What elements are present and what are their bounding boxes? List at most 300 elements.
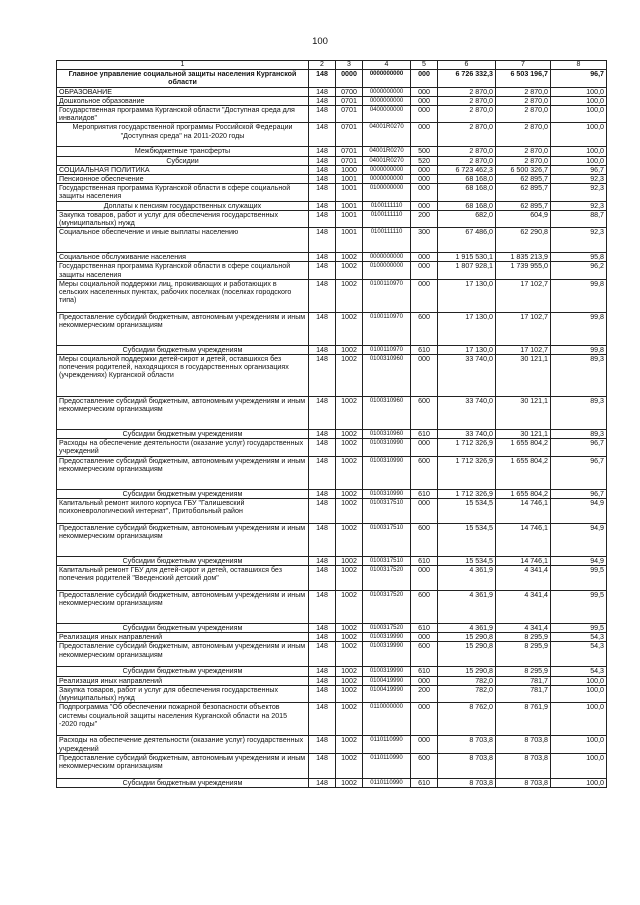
plan-amount: 15 290,8 xyxy=(438,642,496,667)
execution-percent: 99,5 xyxy=(551,591,607,624)
plan-amount: 68 168,0 xyxy=(438,184,496,201)
expense-type: 610 xyxy=(411,624,438,633)
target-article: 0000000000 xyxy=(363,175,411,184)
execution-percent: 94,9 xyxy=(551,498,607,523)
row-label: Субсидии бюджетным учреждениям xyxy=(57,489,309,498)
execution-percent: 54,3 xyxy=(551,642,607,667)
row-label: Субсидии бюджетным учреждениям xyxy=(57,778,309,787)
admin-code: 148 xyxy=(309,87,336,96)
expense-type: 300 xyxy=(411,228,438,253)
execution-percent: 94,9 xyxy=(551,523,607,556)
execution-percent: 54,3 xyxy=(551,667,607,676)
execution-percent: 99,8 xyxy=(551,345,607,354)
target-article: 0100317510 xyxy=(363,556,411,565)
admin-code: 148 xyxy=(309,676,336,685)
actual-amount: 6 503 196,7 xyxy=(496,70,551,87)
actual-amount: 62 895,7 xyxy=(496,201,551,210)
table-row xyxy=(57,566,607,591)
table-row xyxy=(57,228,607,253)
admin-code: 148 xyxy=(309,96,336,105)
plan-amount: 67 486,0 xyxy=(438,228,496,253)
column-number: 5 xyxy=(411,61,438,70)
expense-type: 000 xyxy=(411,566,438,591)
row-label: Субсидии бюджетным учреждениям xyxy=(57,556,309,565)
execution-percent: 99,5 xyxy=(551,624,607,633)
plan-amount: 1 807 928,1 xyxy=(438,262,496,279)
row-label: Предоставление субсидий бюджетным, автономным учреждениям и иным некоммерческим организациям xyxy=(57,642,309,667)
row-label: Капитальный ремонт жилого корпуса ГБУ "Галишевский психоневрологический интернат", Притобольный район xyxy=(57,498,309,523)
admin-code: 148 xyxy=(309,210,336,227)
actual-amount: 62 290,8 xyxy=(496,228,551,253)
plan-amount: 6 726 332,3 xyxy=(438,70,496,87)
expense-type: 000 xyxy=(411,498,438,523)
row-label: Субсидии бюджетным учреждениям xyxy=(57,345,309,354)
table-row xyxy=(57,556,607,565)
expense-type: 000 xyxy=(411,279,438,312)
execution-percent: 89,3 xyxy=(551,430,607,439)
table-row xyxy=(57,397,607,430)
section-code: 1001 xyxy=(336,175,363,184)
admin-code: 148 xyxy=(309,397,336,430)
section-code: 1000 xyxy=(336,165,363,174)
row-label: Дошкольное образование xyxy=(57,96,309,105)
expense-type: 610 xyxy=(411,556,438,565)
target-article: 0100000000 xyxy=(363,262,411,279)
table-row xyxy=(57,279,607,312)
admin-code: 148 xyxy=(309,156,336,165)
row-label: Закупка товаров, работ и услуг для обеспечения государственных (муниципальных) нужд xyxy=(57,685,309,702)
plan-amount: 2 870,0 xyxy=(438,123,496,147)
actual-amount: 62 895,7 xyxy=(496,184,551,201)
row-label: Предоставление субсидий бюджетным, автономным учреждениям и иным некоммерческим организациям xyxy=(57,753,309,778)
actual-amount: 1 655 804,2 xyxy=(496,456,551,489)
plan-amount: 15 534,5 xyxy=(438,556,496,565)
target-article: 0100319990 xyxy=(363,642,411,667)
actual-amount: 14 746,1 xyxy=(496,556,551,565)
admin-code: 148 xyxy=(309,642,336,667)
target-article: 0000000000 xyxy=(363,96,411,105)
table-row xyxy=(57,87,607,96)
section-code: 0701 xyxy=(336,123,363,147)
section-code: 1002 xyxy=(336,685,363,702)
execution-percent: 100,0 xyxy=(551,778,607,787)
target-article: 0100310960 xyxy=(363,355,411,397)
table-row xyxy=(57,703,607,736)
expense-type: 000 xyxy=(411,184,438,201)
row-label: Субсидии xyxy=(57,156,309,165)
execution-percent: 88,7 xyxy=(551,210,607,227)
target-article: 04001R0270 xyxy=(363,147,411,156)
row-label: Меры социальной поддержки лиц, проживающих и работающих в сельских населенных пунктах, рабочих поселках (поселках городского типа) xyxy=(57,279,309,312)
expense-type: 600 xyxy=(411,312,438,345)
execution-percent: 96,7 xyxy=(551,456,607,489)
execution-percent: 100,0 xyxy=(551,156,607,165)
actual-amount: 14 746,1 xyxy=(496,498,551,523)
target-article: 0100310990 xyxy=(363,456,411,489)
admin-code: 148 xyxy=(309,165,336,174)
target-article: 0100317520 xyxy=(363,566,411,591)
plan-amount: 15 534,5 xyxy=(438,498,496,523)
target-article: 0100319990 xyxy=(363,667,411,676)
row-label: Подпрограмма "Об обеспечении пожарной безопасности объектов системы социальной защиты населения Курганской области на 2015 -2020 годы" xyxy=(57,703,309,736)
expense-type: 600 xyxy=(411,591,438,624)
section-code: 1002 xyxy=(336,312,363,345)
target-article: 0100317510 xyxy=(363,498,411,523)
actual-amount: 1 655 804,2 xyxy=(496,439,551,456)
execution-percent: 99,5 xyxy=(551,566,607,591)
plan-amount: 8 762,0 xyxy=(438,703,496,736)
actual-amount: 17 102,7 xyxy=(496,279,551,312)
execution-percent: 100,0 xyxy=(551,753,607,778)
expense-type: 000 xyxy=(411,96,438,105)
target-article: 0110000000 xyxy=(363,703,411,736)
admin-code: 148 xyxy=(309,498,336,523)
table-row xyxy=(57,523,607,556)
row-label: Капитальный ремонт ГБУ для детей-сирот и детей, оставшихся без попечения родителей "Введенский детский дом" xyxy=(57,566,309,591)
target-article: 0100317510 xyxy=(363,523,411,556)
target-article: 0110110990 xyxy=(363,753,411,778)
section-code: 1002 xyxy=(336,624,363,633)
plan-amount: 15 290,8 xyxy=(438,633,496,642)
target-article: 0100111110 xyxy=(363,210,411,227)
row-label: Предоставление субсидий бюджетным, автономным учреждениям и иным некоммерческим организациям xyxy=(57,591,309,624)
actual-amount: 2 870,0 xyxy=(496,123,551,147)
actual-amount: 8 295,9 xyxy=(496,633,551,642)
row-label: СОЦИАЛЬНАЯ ПОЛИТИКА xyxy=(57,165,309,174)
expense-type: 000 xyxy=(411,253,438,262)
admin-code: 148 xyxy=(309,685,336,702)
execution-percent: 100,0 xyxy=(551,96,607,105)
actual-amount: 2 870,0 xyxy=(496,96,551,105)
execution-percent: 92,3 xyxy=(551,184,607,201)
admin-code: 148 xyxy=(309,184,336,201)
table-row xyxy=(57,175,607,184)
target-article: 0000000000 xyxy=(363,253,411,262)
admin-code: 148 xyxy=(309,633,336,642)
row-label: Главное управление социальной защиты населения Курганской области xyxy=(57,70,309,87)
execution-percent: 96,7 xyxy=(551,439,607,456)
actual-amount: 1 655 804,2 xyxy=(496,489,551,498)
target-article: 0000000000 xyxy=(363,87,411,96)
row-label: ОБРАЗОВАНИЕ xyxy=(57,87,309,96)
actual-amount: 62 895,7 xyxy=(496,175,551,184)
section-code: 1002 xyxy=(336,345,363,354)
admin-code: 148 xyxy=(309,489,336,498)
table-row xyxy=(57,439,607,456)
table-row xyxy=(57,312,607,345)
section-code: 1002 xyxy=(336,753,363,778)
section-code: 1002 xyxy=(336,566,363,591)
table-row xyxy=(57,70,607,87)
plan-amount: 4 361,9 xyxy=(438,591,496,624)
table-row xyxy=(57,591,607,624)
section-code: 1001 xyxy=(336,184,363,201)
row-label: Меры социальной поддержки детей-сирот и детей, оставшихся без попечения родителей, находящихся в государственных организациях (учреждениях) Курганской области xyxy=(57,355,309,397)
plan-amount: 8 703,8 xyxy=(438,736,496,753)
target-article: 04001R0270 xyxy=(363,123,411,147)
target-article: 0100319990 xyxy=(363,633,411,642)
admin-code: 148 xyxy=(309,439,336,456)
execution-percent: 89,3 xyxy=(551,355,607,397)
row-label: Субсидии бюджетным учреждениям xyxy=(57,624,309,633)
admin-code: 148 xyxy=(309,523,336,556)
actual-amount: 8 295,9 xyxy=(496,642,551,667)
actual-amount: 17 102,7 xyxy=(496,345,551,354)
section-code: 1002 xyxy=(336,355,363,397)
execution-percent: 100,0 xyxy=(551,123,607,147)
execution-percent: 54,3 xyxy=(551,633,607,642)
section-code: 1001 xyxy=(336,210,363,227)
execution-percent: 92,3 xyxy=(551,228,607,253)
section-code: 1002 xyxy=(336,703,363,736)
execution-percent: 100,0 xyxy=(551,685,607,702)
column-number: 4 xyxy=(363,61,411,70)
budget-table-body xyxy=(57,61,607,788)
section-code: 1002 xyxy=(336,397,363,430)
execution-percent: 94,9 xyxy=(551,556,607,565)
row-label: Реализация иных направлений xyxy=(57,676,309,685)
plan-amount: 2 870,0 xyxy=(438,147,496,156)
admin-code: 148 xyxy=(309,355,336,397)
target-article: 0100317520 xyxy=(363,624,411,633)
plan-amount: 2 870,0 xyxy=(438,87,496,96)
plan-amount: 1 712 326,9 xyxy=(438,489,496,498)
admin-code: 148 xyxy=(309,253,336,262)
actual-amount: 30 121,1 xyxy=(496,397,551,430)
actual-amount: 604,9 xyxy=(496,210,551,227)
section-code: 0701 xyxy=(336,147,363,156)
actual-amount: 30 121,1 xyxy=(496,355,551,397)
admin-code: 148 xyxy=(309,456,336,489)
column-number: 2 xyxy=(309,61,336,70)
plan-amount: 68 168,0 xyxy=(438,201,496,210)
column-number: 8 xyxy=(551,61,607,70)
plan-amount: 8 703,8 xyxy=(438,753,496,778)
row-label: Расходы на обеспечение деятельности (оказание услуг) государственных учреждений xyxy=(57,736,309,753)
row-label: Мероприятия государственной программы Российской Федерации "Доступная среда" на 2011-2020 годы xyxy=(57,123,309,147)
plan-amount: 33 740,0 xyxy=(438,430,496,439)
column-number: 6 xyxy=(438,61,496,70)
actual-amount: 17 102,7 xyxy=(496,312,551,345)
expense-type: 610 xyxy=(411,345,438,354)
admin-code: 148 xyxy=(309,667,336,676)
actual-amount: 2 870,0 xyxy=(496,156,551,165)
section-code: 1001 xyxy=(336,228,363,253)
target-article: 0100310990 xyxy=(363,439,411,456)
table-row xyxy=(57,456,607,489)
row-label: Расходы на обеспечение деятельности (оказание услуг) государственных учреждений xyxy=(57,439,309,456)
expense-type: 000 xyxy=(411,633,438,642)
actual-amount: 8 295,9 xyxy=(496,667,551,676)
table-row xyxy=(57,430,607,439)
table-row xyxy=(57,345,607,354)
table-row xyxy=(57,642,607,667)
execution-percent: 96,2 xyxy=(551,262,607,279)
actual-amount: 8 703,8 xyxy=(496,736,551,753)
expense-type: 000 xyxy=(411,87,438,96)
section-code: 0000 xyxy=(336,70,363,87)
execution-percent: 100,0 xyxy=(551,147,607,156)
table-row xyxy=(57,165,607,174)
table-row xyxy=(57,676,607,685)
plan-amount: 682,0 xyxy=(438,210,496,227)
table-row xyxy=(57,210,607,227)
admin-code: 148 xyxy=(309,736,336,753)
expense-type: 200 xyxy=(411,210,438,227)
section-code: 1002 xyxy=(336,633,363,642)
table-row xyxy=(57,201,607,210)
expense-type: 610 xyxy=(411,489,438,498)
table-row xyxy=(57,753,607,778)
plan-amount: 68 168,0 xyxy=(438,175,496,184)
actual-amount: 1 739 955,0 xyxy=(496,262,551,279)
actual-amount: 4 341,4 xyxy=(496,591,551,624)
section-code: 1002 xyxy=(336,253,363,262)
table-row xyxy=(57,96,607,105)
expense-type: 000 xyxy=(411,165,438,174)
table-row xyxy=(57,498,607,523)
plan-amount: 2 870,0 xyxy=(438,96,496,105)
expense-type: 000 xyxy=(411,676,438,685)
row-label: Доплаты к пенсиям государственных служащих xyxy=(57,201,309,210)
execution-percent: 89,3 xyxy=(551,397,607,430)
section-code: 1001 xyxy=(336,201,363,210)
target-article: 0100110970 xyxy=(363,345,411,354)
section-code: 0700 xyxy=(336,87,363,96)
section-code: 1002 xyxy=(336,736,363,753)
section-code: 1002 xyxy=(336,456,363,489)
target-article: 0100310960 xyxy=(363,397,411,430)
target-article: 0000000000 xyxy=(363,165,411,174)
target-article: 0000000000 xyxy=(363,70,411,87)
target-article: 0100111110 xyxy=(363,228,411,253)
section-code: 0701 xyxy=(336,156,363,165)
admin-code: 148 xyxy=(309,228,336,253)
admin-code: 148 xyxy=(309,753,336,778)
expense-type: 600 xyxy=(411,642,438,667)
plan-amount: 33 740,0 xyxy=(438,355,496,397)
admin-code: 148 xyxy=(309,70,336,87)
budget-table xyxy=(56,60,607,788)
admin-code: 148 xyxy=(309,566,336,591)
plan-amount: 2 870,0 xyxy=(438,106,496,123)
expense-type: 600 xyxy=(411,753,438,778)
row-label: Субсидии бюджетным учреждениям xyxy=(57,667,309,676)
table-row xyxy=(57,685,607,702)
plan-amount: 6 723 462,3 xyxy=(438,165,496,174)
section-code: 1002 xyxy=(336,778,363,787)
execution-percent: 92,3 xyxy=(551,175,607,184)
section-code: 1002 xyxy=(336,489,363,498)
target-article: 0400000000 xyxy=(363,106,411,123)
actual-amount: 2 870,0 xyxy=(496,147,551,156)
execution-percent: 99,8 xyxy=(551,312,607,345)
section-code: 1002 xyxy=(336,430,363,439)
section-code: 1002 xyxy=(336,667,363,676)
row-label: Государственная программа Курганской области "Доступная среда для инвалидов" xyxy=(57,106,309,123)
target-article: 0110110990 xyxy=(363,736,411,753)
actual-amount: 4 341,4 xyxy=(496,566,551,591)
execution-percent: 99,8 xyxy=(551,279,607,312)
target-article: 0100000000 xyxy=(363,184,411,201)
section-code: 1002 xyxy=(336,676,363,685)
execution-percent: 95,8 xyxy=(551,253,607,262)
expense-type: 000 xyxy=(411,123,438,147)
expense-type: 200 xyxy=(411,685,438,702)
page-number: 100 xyxy=(312,36,328,47)
expense-type: 000 xyxy=(411,175,438,184)
target-article: 0100110970 xyxy=(363,279,411,312)
column-number: 7 xyxy=(496,61,551,70)
actual-amount: 2 870,0 xyxy=(496,106,551,123)
row-label: Социальное обеспечение и иные выплаты населению xyxy=(57,228,309,253)
expense-type: 000 xyxy=(411,106,438,123)
expense-type: 000 xyxy=(411,355,438,397)
target-article: 0100310990 xyxy=(363,489,411,498)
section-code: 1002 xyxy=(336,642,363,667)
execution-percent: 96,7 xyxy=(551,489,607,498)
actual-amount: 8 703,8 xyxy=(496,753,551,778)
table-row xyxy=(57,778,607,787)
target-article: 0100419990 xyxy=(363,685,411,702)
admin-code: 148 xyxy=(309,556,336,565)
target-article: 0100317520 xyxy=(363,591,411,624)
section-code: 1002 xyxy=(336,591,363,624)
plan-amount: 2 870,0 xyxy=(438,156,496,165)
admin-code: 148 xyxy=(309,175,336,184)
table-row xyxy=(57,147,607,156)
execution-percent: 100,0 xyxy=(551,676,607,685)
plan-amount: 4 361,9 xyxy=(438,566,496,591)
section-code: 1002 xyxy=(336,556,363,565)
execution-percent: 100,0 xyxy=(551,703,607,736)
table-row xyxy=(57,489,607,498)
target-article: 0100111110 xyxy=(363,201,411,210)
plan-amount: 15 534,5 xyxy=(438,523,496,556)
actual-amount: 8 703,8 xyxy=(496,778,551,787)
target-article: 0100419990 xyxy=(363,676,411,685)
table-row xyxy=(57,624,607,633)
target-article: 04001R0270 xyxy=(363,156,411,165)
table-row xyxy=(57,736,607,753)
expense-type: 000 xyxy=(411,736,438,753)
plan-amount: 1 915 530,1 xyxy=(438,253,496,262)
admin-code: 148 xyxy=(309,778,336,787)
section-code: 1002 xyxy=(336,279,363,312)
expense-type: 600 xyxy=(411,523,438,556)
section-code: 1002 xyxy=(336,262,363,279)
row-label: Государственная программа Курганской области в сфере социальной защиты населения xyxy=(57,262,309,279)
admin-code: 148 xyxy=(309,123,336,147)
plan-amount: 17 130,0 xyxy=(438,279,496,312)
admin-code: 148 xyxy=(309,312,336,345)
row-label: Субсидии бюджетным учреждениям xyxy=(57,430,309,439)
plan-amount: 17 130,0 xyxy=(438,345,496,354)
admin-code: 148 xyxy=(309,147,336,156)
row-label: Закупка товаров, работ и услуг для обеспечения государственных (муниципальных) нужд xyxy=(57,210,309,227)
column-number: 3 xyxy=(336,61,363,70)
plan-amount: 4 361,9 xyxy=(438,624,496,633)
admin-code: 148 xyxy=(309,430,336,439)
admin-code: 148 xyxy=(309,279,336,312)
plan-amount: 782,0 xyxy=(438,685,496,702)
admin-code: 148 xyxy=(309,591,336,624)
target-article: 0100110970 xyxy=(363,312,411,345)
row-label: Предоставление субсидий бюджетным, автономным учреждениям и иным некоммерческим организациям xyxy=(57,456,309,489)
row-label: Предоставление субсидий бюджетным, автономным учреждениям и иным некоммерческим организациям xyxy=(57,312,309,345)
plan-amount: 17 130,0 xyxy=(438,312,496,345)
plan-amount: 33 740,0 xyxy=(438,397,496,430)
